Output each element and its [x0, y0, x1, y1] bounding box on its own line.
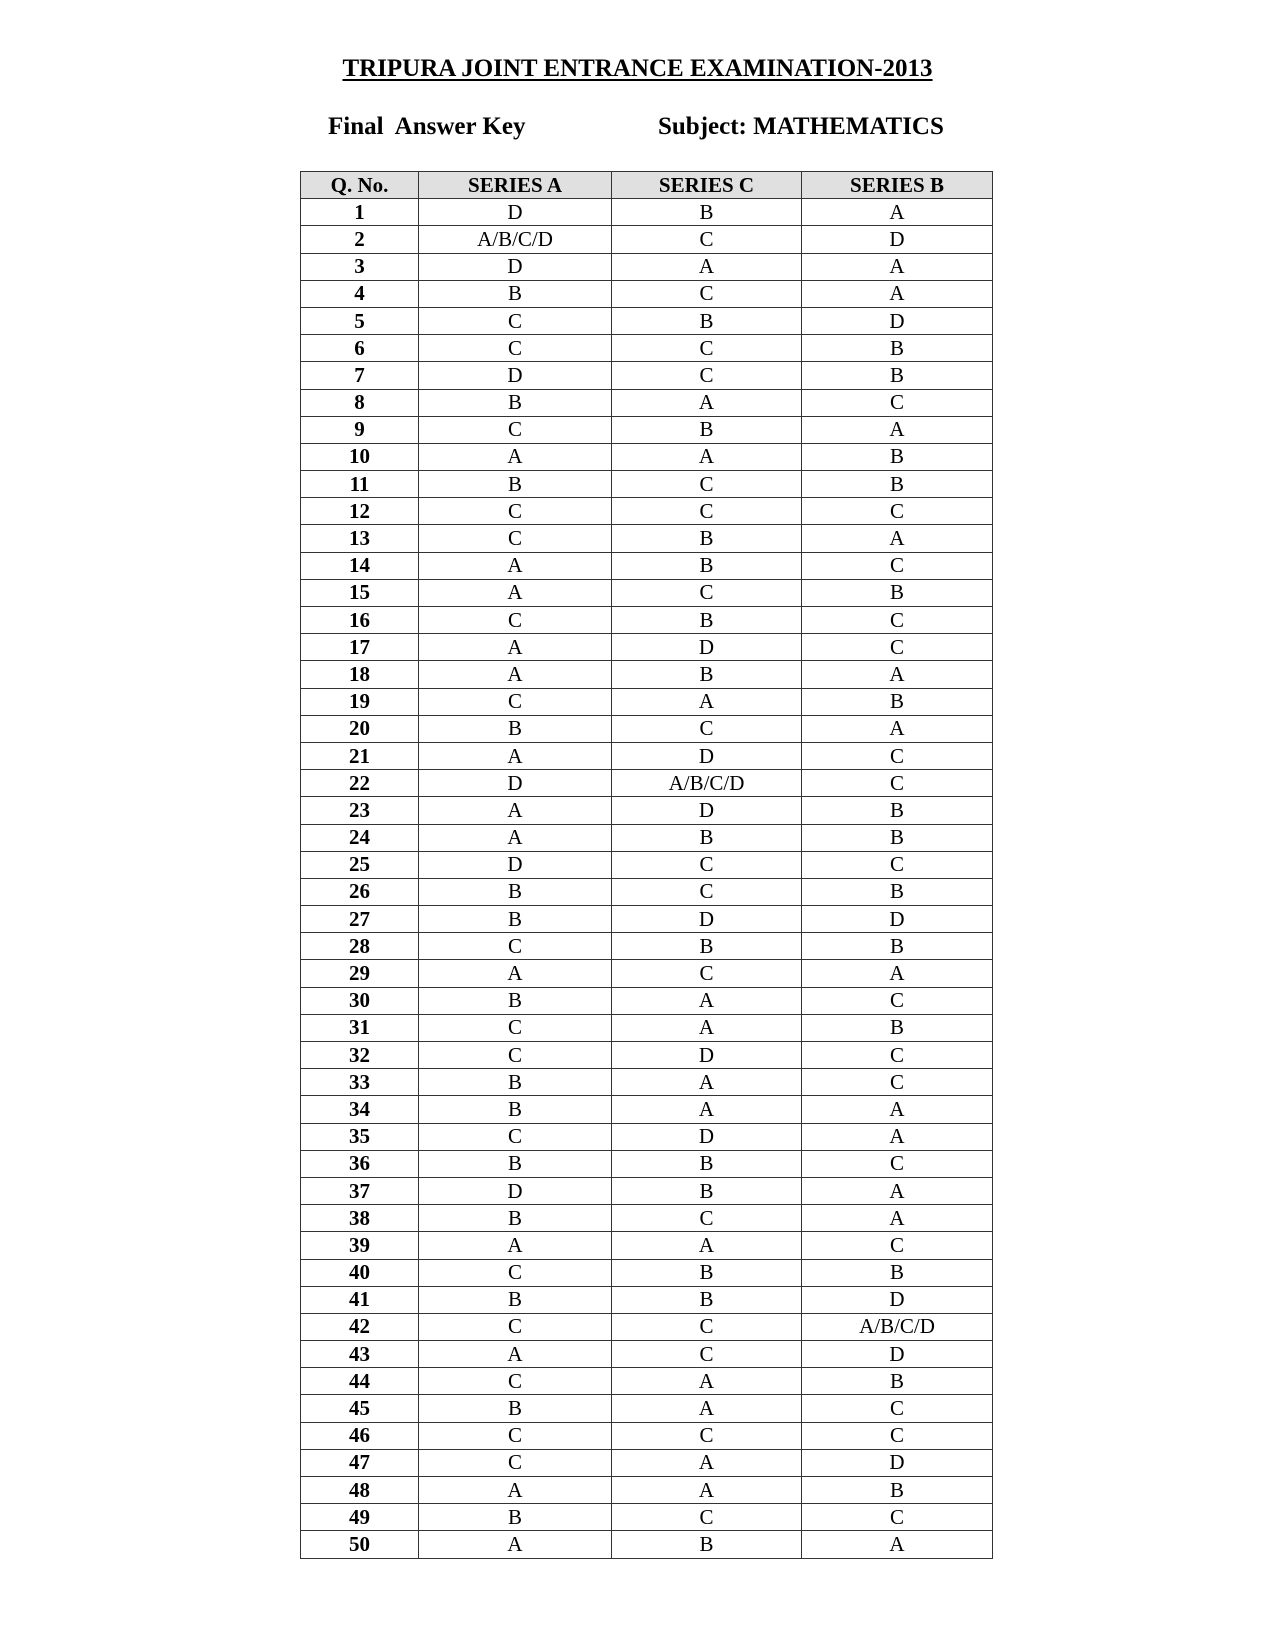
question-number: 3: [301, 253, 419, 280]
table-row: [301, 933, 993, 960]
series-c-answer: B: [612, 1286, 802, 1313]
table-row: [301, 1069, 993, 1096]
question-number: 16: [301, 607, 419, 634]
table-row: [301, 1259, 993, 1286]
series-c-answer: A: [612, 1014, 802, 1041]
series-b-answer: B: [802, 335, 993, 362]
question-number: 29: [301, 960, 419, 987]
series-c-answer: B: [612, 1177, 802, 1204]
table-row: [301, 878, 993, 905]
series-b-answer: C: [802, 607, 993, 634]
series-a-answer: A: [419, 634, 612, 661]
series-c-answer: C: [612, 878, 802, 905]
table-row: [301, 552, 993, 579]
series-b-answer: B: [802, 579, 993, 606]
table-header-row: [301, 172, 993, 199]
series-c-answer: B: [612, 1150, 802, 1177]
question-number: 49: [301, 1504, 419, 1531]
question-number: 2: [301, 226, 419, 253]
table-row: [301, 906, 993, 933]
series-b-answer: C: [802, 1422, 993, 1449]
question-number: 8: [301, 389, 419, 416]
table-row: [301, 661, 993, 688]
series-b-answer: B: [802, 797, 993, 824]
question-number: 28: [301, 933, 419, 960]
series-c-answer: C: [612, 960, 802, 987]
series-c-answer: C: [612, 1205, 802, 1232]
question-number: 41: [301, 1286, 419, 1313]
table-row: [301, 1449, 993, 1476]
table-row: [301, 1205, 993, 1232]
series-b-answer: B: [802, 688, 993, 715]
question-number: 15: [301, 579, 419, 606]
table-row: [301, 1341, 993, 1368]
answer-key-body: [301, 199, 993, 1558]
series-c-answer: B: [612, 552, 802, 579]
series-b-answer: B: [802, 878, 993, 905]
series-c-answer: A: [612, 987, 802, 1014]
answer-key-table: [300, 171, 993, 1559]
series-c-answer: C: [612, 471, 802, 498]
series-b-answer: C: [802, 1232, 993, 1259]
question-number: 37: [301, 1177, 419, 1204]
series-c-answer: B: [612, 824, 802, 851]
answer-key-label: Final Answer Key: [328, 113, 526, 140]
series-a-answer: A: [419, 797, 612, 824]
table-row: [301, 960, 993, 987]
table-row: [301, 688, 993, 715]
series-c-answer: B: [612, 525, 802, 552]
table-row: [301, 1313, 993, 1340]
series-a-answer: B: [419, 389, 612, 416]
table-row: [301, 607, 993, 634]
series-c-answer: D: [612, 1123, 802, 1150]
series-b-answer: B: [802, 824, 993, 851]
series-c-answer: A: [612, 1232, 802, 1259]
table-row: [301, 742, 993, 769]
series-a-answer: D: [419, 1177, 612, 1204]
series-c-answer: A: [612, 443, 802, 470]
header-qno: Q. No.: [301, 172, 419, 199]
series-c-answer: C: [612, 280, 802, 307]
question-number: 31: [301, 1014, 419, 1041]
table-row: [301, 715, 993, 742]
series-a-answer: C: [419, 498, 612, 525]
series-b-answer: C: [802, 552, 993, 579]
series-c-answer: A: [612, 253, 802, 280]
series-c-answer: C: [612, 1313, 802, 1340]
table-row: [301, 1123, 993, 1150]
series-c-answer: A: [612, 1096, 802, 1123]
series-a-answer: C: [419, 1259, 612, 1286]
table-row: [301, 797, 993, 824]
series-b-answer: B: [802, 1259, 993, 1286]
question-number: 46: [301, 1422, 419, 1449]
series-b-answer: C: [802, 851, 993, 878]
series-a-answer: C: [419, 1449, 612, 1476]
series-c-answer: A: [612, 1368, 802, 1395]
question-number: 50: [301, 1531, 419, 1558]
question-number: 22: [301, 770, 419, 797]
table-row: [301, 307, 993, 334]
series-b-answer: A: [802, 715, 993, 742]
question-number: 14: [301, 552, 419, 579]
question-number: 34: [301, 1096, 419, 1123]
series-b-answer: C: [802, 1069, 993, 1096]
series-a-answer: A: [419, 661, 612, 688]
question-number: 4: [301, 280, 419, 307]
series-a-answer: B: [419, 906, 612, 933]
series-c-answer: D: [612, 906, 802, 933]
series-c-answer: A: [612, 1069, 802, 1096]
series-c-answer: B: [612, 1259, 802, 1286]
subject-label: Subject: MATHEMATICS: [658, 113, 944, 140]
question-number: 10: [301, 443, 419, 470]
series-b-answer: D: [802, 1449, 993, 1476]
series-b-answer: C: [802, 987, 993, 1014]
series-a-answer: A: [419, 443, 612, 470]
series-b-answer: B: [802, 362, 993, 389]
table-row: [301, 1150, 993, 1177]
question-number: 35: [301, 1123, 419, 1150]
series-b-answer: B: [802, 471, 993, 498]
series-c-answer: B: [612, 1531, 802, 1558]
series-a-answer: A: [419, 960, 612, 987]
series-c-answer: A: [612, 389, 802, 416]
question-number: 45: [301, 1395, 419, 1422]
series-c-answer: D: [612, 1042, 802, 1069]
question-number: 40: [301, 1259, 419, 1286]
series-b-answer: A: [802, 416, 993, 443]
series-a-answer: C: [419, 1313, 612, 1340]
table-row: [301, 226, 993, 253]
series-a-answer: A: [419, 1477, 612, 1504]
question-number: 32: [301, 1042, 419, 1069]
series-a-answer: B: [419, 987, 612, 1014]
series-c-answer: D: [612, 634, 802, 661]
question-number: 48: [301, 1477, 419, 1504]
series-b-answer: A: [802, 199, 993, 226]
question-number: 20: [301, 715, 419, 742]
series-a-answer: B: [419, 1286, 612, 1313]
series-b-answer: D: [802, 307, 993, 334]
question-number: 9: [301, 416, 419, 443]
series-b-answer: D: [802, 226, 993, 253]
table-row: [301, 1042, 993, 1069]
series-c-answer: C: [612, 362, 802, 389]
series-b-answer: D: [802, 1286, 993, 1313]
series-a-answer: D: [419, 253, 612, 280]
question-number: 5: [301, 307, 419, 334]
series-a-answer: B: [419, 1069, 612, 1096]
series-c-answer: D: [612, 797, 802, 824]
series-b-answer: A: [802, 1205, 993, 1232]
question-number: 33: [301, 1069, 419, 1096]
series-a-answer: D: [419, 851, 612, 878]
series-b-answer: C: [802, 1150, 993, 1177]
series-b-answer: C: [802, 1504, 993, 1531]
question-number: 21: [301, 742, 419, 769]
series-b-answer: D: [802, 906, 993, 933]
table-row: [301, 525, 993, 552]
series-c-answer: B: [612, 199, 802, 226]
question-number: 13: [301, 525, 419, 552]
series-c-answer: A: [612, 1477, 802, 1504]
series-c-answer: B: [612, 933, 802, 960]
series-a-answer: B: [419, 1150, 612, 1177]
table-row: [301, 1286, 993, 1313]
table-row: [301, 471, 993, 498]
series-b-answer: D: [802, 1341, 993, 1368]
series-c-answer: A: [612, 1395, 802, 1422]
series-b-answer: A: [802, 661, 993, 688]
series-a-answer: C: [419, 335, 612, 362]
series-b-answer: A: [802, 1123, 993, 1150]
series-a-answer: A: [419, 1341, 612, 1368]
series-c-answer: C: [612, 715, 802, 742]
series-b-answer: A: [802, 253, 993, 280]
series-a-answer: C: [419, 525, 612, 552]
series-a-answer: A/B/C/D: [419, 226, 612, 253]
question-number: 6: [301, 335, 419, 362]
series-b-answer: A/B/C/D: [802, 1313, 993, 1340]
series-b-answer: C: [802, 1395, 993, 1422]
question-number: 44: [301, 1368, 419, 1395]
series-c-answer: A/B/C/D: [612, 770, 802, 797]
series-b-answer: C: [802, 389, 993, 416]
series-c-answer: B: [612, 607, 802, 634]
series-a-answer: C: [419, 607, 612, 634]
series-a-answer: A: [419, 552, 612, 579]
table-row: [301, 1422, 993, 1449]
series-a-answer: C: [419, 1042, 612, 1069]
series-b-answer: C: [802, 770, 993, 797]
series-a-answer: A: [419, 1232, 612, 1259]
series-a-answer: C: [419, 688, 612, 715]
series-b-answer: B: [802, 1368, 993, 1395]
series-a-answer: A: [419, 742, 612, 769]
question-number: 38: [301, 1205, 419, 1232]
series-c-answer: D: [612, 742, 802, 769]
table-row: [301, 634, 993, 661]
series-b-answer: C: [802, 634, 993, 661]
series-c-answer: B: [612, 416, 802, 443]
question-number: 1: [301, 199, 419, 226]
series-c-answer: C: [612, 851, 802, 878]
series-b-answer: A: [802, 1096, 993, 1123]
table-row: [301, 335, 993, 362]
table-row: [301, 1232, 993, 1259]
table-row: [301, 416, 993, 443]
series-b-answer: B: [802, 933, 993, 960]
series-c-answer: C: [612, 498, 802, 525]
question-number: 39: [301, 1232, 419, 1259]
table-row: [301, 1014, 993, 1041]
table-row: [301, 389, 993, 416]
table-row: [301, 362, 993, 389]
series-a-answer: D: [419, 362, 612, 389]
header-series-b: SERIES B: [802, 172, 993, 199]
series-a-answer: B: [419, 878, 612, 905]
series-a-answer: C: [419, 1014, 612, 1041]
series-b-answer: C: [802, 1042, 993, 1069]
series-a-answer: D: [419, 199, 612, 226]
header-series-c: SERIES C: [612, 172, 802, 199]
table-row: [301, 770, 993, 797]
series-c-answer: A: [612, 688, 802, 715]
series-b-answer: A: [802, 280, 993, 307]
series-b-answer: A: [802, 960, 993, 987]
question-number: 17: [301, 634, 419, 661]
question-number: 42: [301, 1313, 419, 1340]
series-a-answer: B: [419, 1395, 612, 1422]
table-row: [301, 579, 993, 606]
series-a-answer: A: [419, 824, 612, 851]
question-number: 7: [301, 362, 419, 389]
series-c-answer: B: [612, 307, 802, 334]
question-number: 47: [301, 1449, 419, 1476]
question-number: 36: [301, 1150, 419, 1177]
table-row: [301, 199, 993, 226]
table-row: [301, 443, 993, 470]
series-b-answer: C: [802, 742, 993, 769]
question-number: 30: [301, 987, 419, 1014]
series-c-answer: C: [612, 579, 802, 606]
table-row: [301, 1368, 993, 1395]
question-number: 43: [301, 1341, 419, 1368]
question-number: 25: [301, 851, 419, 878]
document-title: TRIPURA JOINT ENTRANCE EXAMINATION-2013: [342, 55, 933, 82]
series-a-answer: A: [419, 1531, 612, 1558]
question-number: 23: [301, 797, 419, 824]
series-a-answer: B: [419, 471, 612, 498]
series-b-answer: C: [802, 498, 993, 525]
table-row: [301, 1504, 993, 1531]
question-number: 18: [301, 661, 419, 688]
series-b-answer: A: [802, 1177, 993, 1204]
header-series-a: SERIES A: [419, 172, 612, 199]
series-b-answer: B: [802, 1014, 993, 1041]
series-a-answer: B: [419, 1096, 612, 1123]
series-c-answer: C: [612, 226, 802, 253]
table-row: [301, 1531, 993, 1558]
series-a-answer: D: [419, 770, 612, 797]
series-a-answer: C: [419, 307, 612, 334]
series-b-answer: B: [802, 443, 993, 470]
question-number: 11: [301, 471, 419, 498]
table-row: [301, 1096, 993, 1123]
table-row: [301, 280, 993, 307]
series-a-answer: B: [419, 715, 612, 742]
table-row: [301, 987, 993, 1014]
series-a-answer: A: [419, 579, 612, 606]
table-row: [301, 498, 993, 525]
series-a-answer: B: [419, 1504, 612, 1531]
question-number: 12: [301, 498, 419, 525]
series-a-answer: C: [419, 416, 612, 443]
question-number: 24: [301, 824, 419, 851]
series-c-answer: A: [612, 1449, 802, 1476]
series-a-answer: C: [419, 1123, 612, 1150]
series-c-answer: C: [612, 1504, 802, 1531]
series-a-answer: C: [419, 1422, 612, 1449]
series-c-answer: B: [612, 661, 802, 688]
series-c-answer: C: [612, 335, 802, 362]
question-number: 27: [301, 906, 419, 933]
table-row: [301, 1177, 993, 1204]
question-number: 19: [301, 688, 419, 715]
series-a-answer: B: [419, 280, 612, 307]
series-b-answer: A: [802, 1531, 993, 1558]
series-c-answer: C: [612, 1341, 802, 1368]
table-row: [301, 851, 993, 878]
table-row: [301, 1477, 993, 1504]
series-a-answer: C: [419, 933, 612, 960]
table-row: [301, 824, 993, 851]
table-row: [301, 1395, 993, 1422]
series-b-answer: B: [802, 1477, 993, 1504]
table-row: [301, 253, 993, 280]
series-b-answer: A: [802, 525, 993, 552]
series-c-answer: C: [612, 1422, 802, 1449]
series-a-answer: B: [419, 1205, 612, 1232]
series-a-answer: C: [419, 1368, 612, 1395]
question-number: 26: [301, 878, 419, 905]
